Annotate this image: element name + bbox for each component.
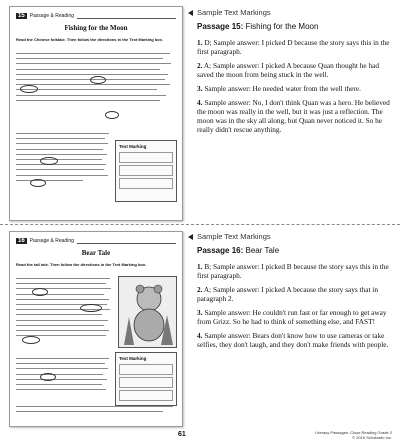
worksheet-thumbnail-passage-15 (9, 6, 183, 221)
worksheet-header (16, 236, 176, 245)
passage-16-heading (197, 246, 279, 255)
answer-item: 2. A; Sample answer: I picked A because the story says that in paragraph 2. (197, 285, 378, 303)
answer-item: 3. Sample answer: He needed water from the well there. (197, 84, 361, 93)
passage-heading-title: Fishing for the Moon (245, 22, 319, 31)
circle-marking (20, 85, 38, 93)
worksheet-text-lines-lower (16, 133, 111, 185)
circle-marking (30, 179, 46, 187)
worksheet-number: 16 (18, 237, 25, 244)
circle-marking (32, 288, 48, 296)
page-credit: Literacy Passages: Close Reading Grade 2 © 2016 Scholastic Inc. (315, 430, 392, 440)
answer-item: 4. Sample answer: No, I don't think Quan was a hero. He believed the moon was really in the well, but it was just a reflection. The moon was in the sky all along, but Quan never noticed it. So he really didn't rescue anything. (197, 98, 390, 134)
sample-text-markings-label: Sample Text Markings (188, 232, 271, 241)
circle-marking (90, 76, 106, 84)
passage-heading-title: Bear Tale (245, 246, 280, 255)
worksheet-text-lines-bottom (16, 406, 176, 416)
text-marking-box (115, 140, 177, 202)
worksheet-title: Fishing for the Moon (64, 24, 128, 32)
text-marking-title: Text Marking (119, 144, 147, 149)
passage-16-answers (197, 262, 393, 354)
worksheet-header (16, 11, 176, 20)
sample-text-markings-label: Sample Text Markings (188, 8, 271, 17)
left-arrow-icon (188, 10, 193, 16)
circle-marking (40, 373, 56, 381)
worksheet-name-label: Passage & Reading (29, 237, 74, 244)
worksheet-name-label: Passage & Reading (29, 12, 74, 19)
passage-heading-prefix: Passage 16: (197, 246, 244, 255)
worksheet-intro: Read the tall tale. Then follow the directions in the Text Marking box. (16, 262, 147, 267)
worksheet-title: Bear Tale (81, 249, 111, 257)
worksheet-text-lines-lower (16, 358, 111, 394)
answer-item: 4. Sample answer: Bears don't know how to use cameras or take selfies, they don't laugh, and they don't make friends with people. (197, 331, 389, 349)
answer-item: 2. A; Sample answer: I picked A because Quan thought he had saved the moon from being stuck in the well. (197, 61, 379, 79)
answer-item: 1. D; Sample answer: I picked D because the story says this in the first paragraph. (197, 38, 390, 56)
worksheet-number: 15 (18, 12, 25, 19)
circle-marking (40, 157, 58, 165)
worksheet-thumbnail-passage-16 (9, 231, 183, 427)
text-marking-title: Text Marking (119, 356, 147, 361)
answer-item: 1. B; Sample answer: I picked B because the story says this in the first paragraph. (197, 262, 389, 280)
text-marking-box (115, 352, 177, 406)
section-divider (0, 224, 400, 225)
page-number: 61 (178, 431, 186, 438)
circle-marking (80, 304, 102, 312)
circle-marking (22, 336, 40, 344)
bear-illustration (118, 276, 177, 348)
passage-heading-prefix: Passage 15: (197, 22, 244, 31)
circle-marking (105, 111, 119, 119)
passage-15-heading (197, 22, 318, 31)
worksheet-intro: Read the Chinese folktale. Then follow the directions in the Text Marking box. (16, 37, 164, 42)
passage-15-answers (197, 38, 393, 139)
left-arrow-icon (188, 234, 193, 240)
answer-item: 3. Sample answer: He couldn't run fast or far enough to get away from Grizz. So he had to think of something else, and FAST! (197, 308, 387, 326)
